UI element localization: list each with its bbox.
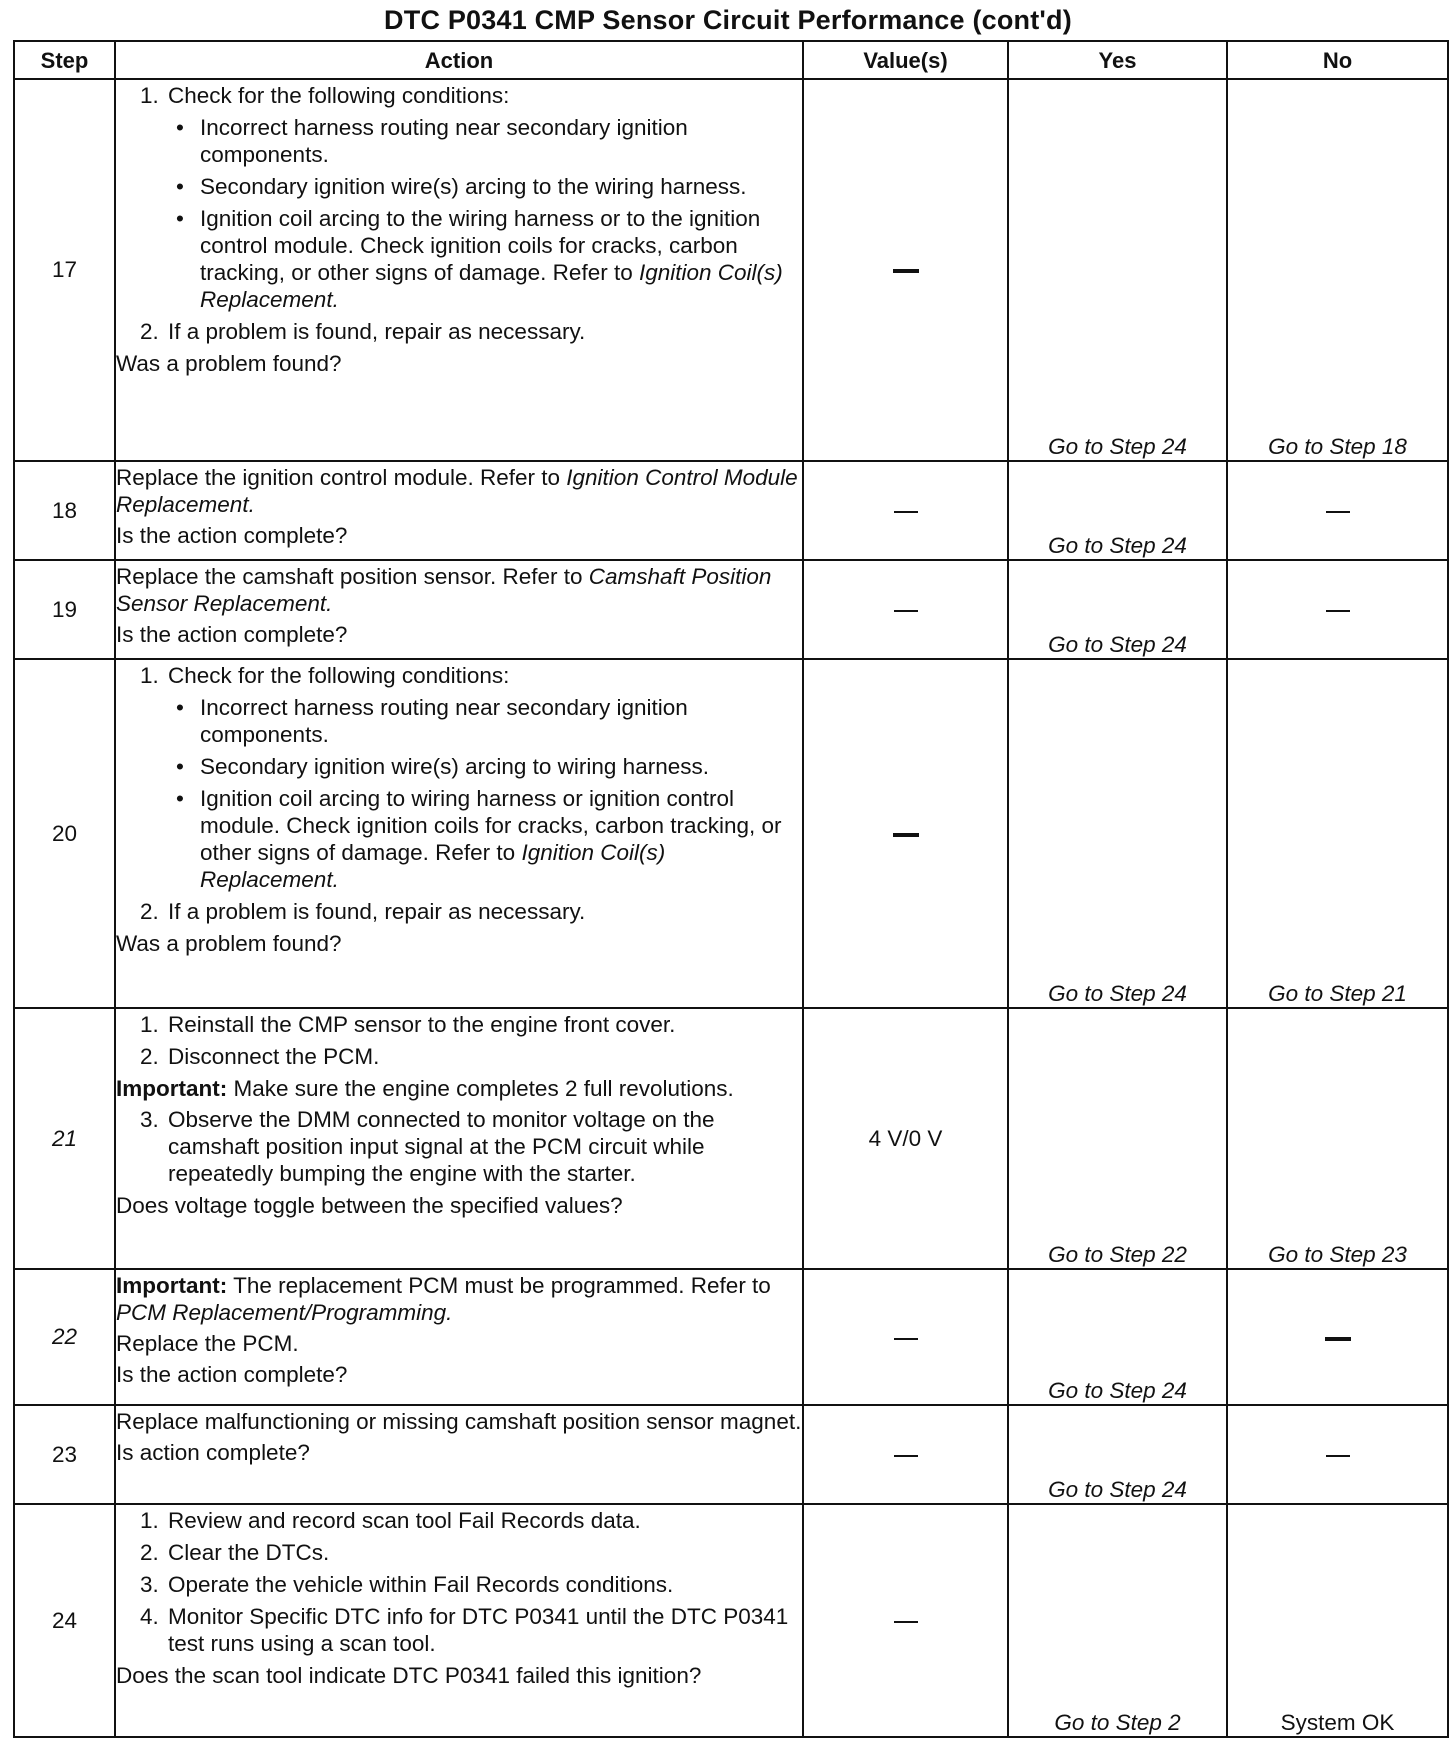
step-number: 21 (14, 1008, 115, 1269)
yes-go-to: Go to Step 24 (1048, 532, 1187, 558)
item-text: Ignition coil arcing to the wiring harness or to the ignition control module. Check ignition coils for cracks, carbon tracking, or other signs of damage. Refer to (200, 206, 761, 285)
header-action: Action (115, 41, 803, 79)
item-number: 2. (140, 1043, 159, 1069)
question-text: Was a problem found? (116, 351, 342, 376)
list-item: • Secondary ignition wire(s) arcing to wiring harness. (168, 753, 802, 780)
action-text: Replace the ignition control module. Refer to (116, 464, 561, 490)
action-steps (116, 662, 802, 925)
action-cell (115, 1504, 803, 1737)
condition-list (168, 694, 802, 893)
action-steps (116, 82, 802, 345)
action-steps (116, 1011, 802, 1070)
no-cell (1227, 1405, 1448, 1504)
item-number: 1. (140, 1507, 159, 1533)
item-text: If a problem is found, repair as necessary. (168, 319, 586, 344)
list-item (140, 82, 802, 313)
yes-go-to: Go to Step 24 (1048, 980, 1187, 1006)
question-text: Is action complete? (116, 1439, 310, 1465)
diagnostic-table (13, 40, 1449, 1738)
header-yes: Yes (1008, 41, 1227, 79)
yes-go-to: Go to Step 22 (1048, 1242, 1187, 1268)
list-item (140, 1106, 802, 1187)
item-text: Ignition coil arcing to wiring harness or ignition control module. Check ignition coils for cracks, carbon tracking, or other signs of damage. Refer to (200, 785, 782, 865)
item-text: Operate the vehicle within Fail Records conditions. (168, 1571, 674, 1597)
action-cell (115, 1269, 803, 1404)
header-step: Step (14, 41, 115, 79)
yes-go-to: Go to Step 24 (1048, 1377, 1187, 1403)
no-cell (1227, 79, 1448, 461)
reference-link: Ignition Coil(s) Replacement. (200, 260, 783, 312)
yes-cell (1008, 560, 1227, 659)
header-no: No (1227, 41, 1448, 79)
list-item (140, 1603, 802, 1657)
item-text: Clear the DTCs. (168, 1539, 330, 1565)
no-go-to: Go to Step 21 (1268, 980, 1407, 1006)
item-text: Check for the following conditions: (168, 83, 510, 108)
action-cell (115, 1008, 803, 1269)
step-number: 24 (14, 1504, 115, 1737)
table-row-step-23 (14, 1405, 1448, 1504)
step-number: 17 (14, 79, 115, 461)
action-paragraph (116, 464, 802, 518)
item-number: 2. (140, 319, 159, 344)
document-title: DTC P0341 CMP Sensor Circuit Performance (cont'd) (384, 5, 1072, 35)
item-text: Review and record scan tool Fail Records data. (168, 1507, 641, 1533)
table-row-step-17 (14, 79, 1448, 461)
list-item (140, 1011, 802, 1038)
item-number: 1. (140, 1011, 159, 1037)
yes-go-to: Go to Step 24 (1048, 1476, 1187, 1502)
header-values: Value(s) (803, 41, 1008, 79)
yes-go-to: Go to Step 24 (1048, 433, 1187, 459)
reference-link: Camshaft Position Sensor Replacement. (116, 563, 772, 616)
list-item: • Secondary ignition wire(s) arcing to the wiring harness. (168, 173, 802, 200)
item-text: Reinstall the CMP sensor to the engine front cover. (168, 1011, 676, 1037)
reference-link: PCM Replacement/Programming. (116, 1300, 453, 1326)
dash-mark (894, 1621, 918, 1623)
list-item (140, 1043, 802, 1070)
list-item (140, 1539, 802, 1566)
step-number: 22 (14, 1269, 115, 1404)
dash-mark (1325, 1337, 1351, 1341)
condition-list (168, 114, 802, 313)
no-go-to: Go to Step 23 (1268, 1242, 1407, 1268)
value-cell (803, 79, 1008, 461)
action-steps (116, 1507, 802, 1657)
step-number: 19 (14, 560, 115, 659)
dash-mark (894, 1455, 918, 1457)
table-row-step-20 (14, 659, 1448, 1008)
value-cell (803, 1504, 1008, 1737)
action-paragraph (116, 563, 802, 617)
reference-link: Ignition Coil(s) Replacement. (200, 839, 666, 892)
question-text: Is the action complete? (116, 621, 348, 647)
question-text: Was a problem found? (116, 930, 342, 956)
important-text: The replacement PCM must be programmed. Refer to (233, 1273, 771, 1299)
value-cell: 4 V/0 V (803, 1008, 1008, 1269)
table-row-step-24 (14, 1504, 1448, 1737)
table-row-step-22 (14, 1269, 1448, 1404)
item-number: 3. (140, 1571, 159, 1597)
important-label: Important: (116, 1273, 228, 1299)
action-text: Replace the PCM. (116, 1331, 299, 1357)
value-cell (803, 1269, 1008, 1404)
action-cell (115, 560, 803, 659)
yes-cell (1008, 1504, 1227, 1737)
list-item (140, 1507, 802, 1534)
no-cell (1227, 560, 1448, 659)
no-cell (1227, 1008, 1448, 1269)
list-item (168, 205, 802, 313)
item-number: 2. (140, 1539, 159, 1565)
item-text: Disconnect the PCM. (168, 1043, 380, 1069)
yes-cell (1008, 461, 1227, 560)
yes-go-to: Go to Step 2 (1054, 1710, 1181, 1735)
important-label: Important: (116, 1075, 228, 1101)
no-cell (1227, 659, 1448, 1008)
question-text: Does voltage toggle between the specified values? (116, 1192, 623, 1218)
no-go-to: Go to Step 18 (1268, 433, 1407, 459)
important-note (116, 1075, 802, 1102)
table-row-step-18 (14, 461, 1448, 560)
item-number: 1. (140, 662, 159, 688)
reference-link: Ignition Control Module Replacement. (116, 464, 798, 517)
list-item: • Incorrect harness routing near secondary ignition components. (168, 694, 802, 748)
step-number: 20 (14, 659, 115, 1008)
action-text: Replace malfunctioning or missing camshaft position sensor magnet. (116, 1408, 802, 1434)
yes-cell (1008, 79, 1227, 461)
question-text: Does the scan tool indicate DTC P0341 failed this ignition? (116, 1662, 702, 1688)
item-number: 4. (140, 1603, 159, 1629)
list-item (140, 898, 802, 925)
question-text: Is the action complete? (116, 1362, 348, 1388)
value-cell (803, 461, 1008, 560)
list-item: • Incorrect harness routing near secondary ignition components. (168, 114, 802, 168)
list-item (140, 318, 802, 345)
yes-go-to: Go to Step 24 (1048, 631, 1187, 657)
action-steps (116, 1106, 802, 1187)
action-cell (115, 1405, 803, 1504)
value-cell (803, 1405, 1008, 1504)
yes-cell (1008, 1405, 1227, 1504)
dash-mark (894, 610, 918, 612)
no-cell (1227, 1269, 1448, 1404)
important-text: Make sure the engine completes 2 full revolutions. (233, 1075, 734, 1101)
question-text: Is the action complete? (116, 522, 348, 548)
no-cell: System OK (1227, 1504, 1448, 1737)
dash-mark (894, 511, 918, 513)
list-item (140, 662, 802, 893)
value-cell (803, 560, 1008, 659)
dash-mark (1326, 610, 1350, 612)
step-number: 18 (14, 461, 115, 560)
item-text: Observe the DMM connected to monitor voltage on the camshaft position input signal at the PCM circuit while repeatedly bumping the engine with the starter. (168, 1106, 715, 1186)
action-cell (115, 461, 803, 560)
action-cell (115, 659, 803, 1008)
step-number: 23 (14, 1405, 115, 1504)
table-row-step-19 (14, 560, 1448, 659)
dash-mark (893, 833, 919, 837)
dash-mark (1326, 511, 1350, 513)
yes-cell (1008, 659, 1227, 1008)
important-note (116, 1272, 802, 1326)
dash-mark (894, 1338, 918, 1340)
dash-mark (893, 269, 919, 273)
table-row-step-21 (14, 1008, 1448, 1269)
item-number: 2. (140, 898, 159, 924)
item-number: 3. (140, 1106, 159, 1132)
yes-cell (1008, 1008, 1227, 1269)
yes-cell (1008, 1269, 1227, 1404)
item-text: Monitor Specific DTC info for DTC P0341 until the DTC P0341 test runs using a scan tool. (168, 1603, 789, 1656)
value-cell (803, 659, 1008, 1008)
dash-mark (1326, 1455, 1350, 1457)
action-text: Replace the camshaft position sensor. Refer to (116, 563, 583, 589)
item-number: 1. (140, 83, 159, 108)
list-item (168, 785, 802, 893)
table-header-row (14, 41, 1448, 79)
item-text: If a problem is found, repair as necessary. (168, 898, 586, 924)
list-item (140, 1571, 802, 1598)
item-text: Check for the following conditions: (168, 662, 510, 688)
action-cell (115, 79, 803, 461)
no-cell (1227, 461, 1448, 560)
